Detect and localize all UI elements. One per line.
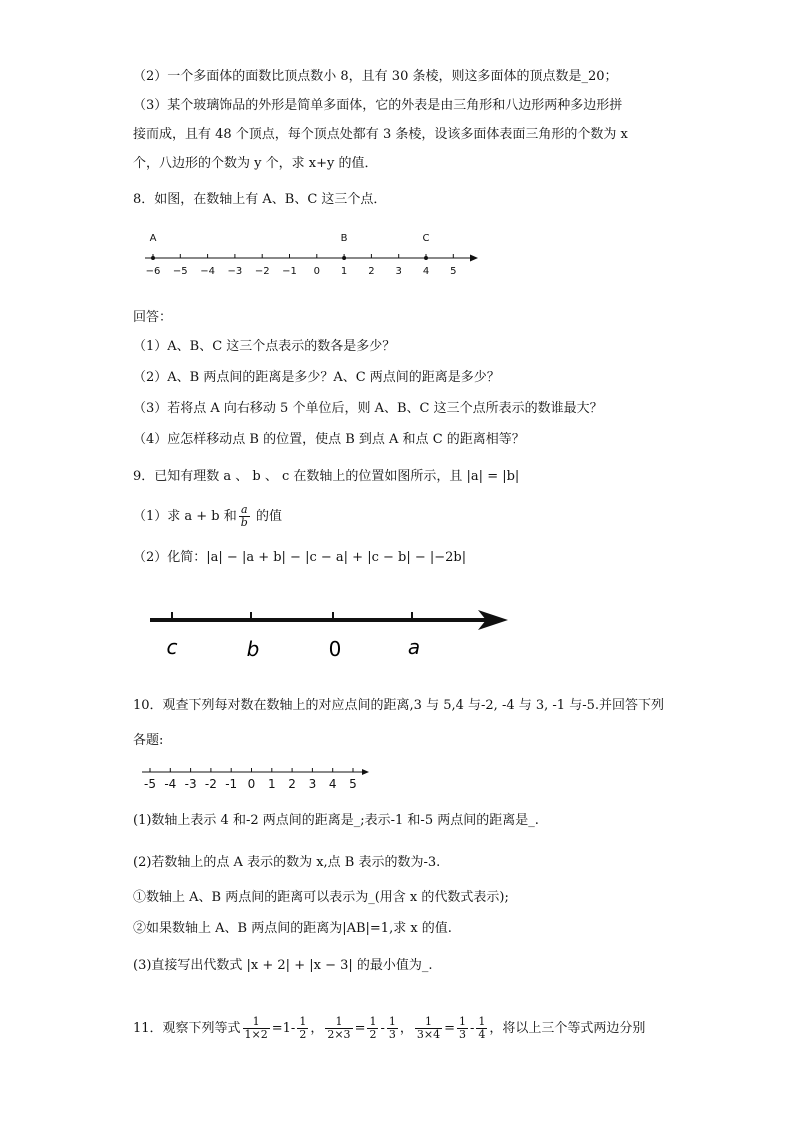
q9-part1-suffix: 的值 [251,509,282,524]
eq2-denominator: 2×3 [327,1028,351,1041]
q8-question2: （2）A、B 两点间的距离是多少？A、C 两点间的距离是多少？ [133,370,500,385]
eq2-frac-a [367,1016,378,1041]
eq1-numerator: 1 [243,1016,270,1029]
q11-tail: ，将以上三个等式两边分别 [489,1021,646,1036]
q8-number-line [140,226,485,282]
point-a [151,256,155,260]
tick-label: 2 [288,777,296,791]
q7-part2: （2）一个多面体的面数比顶点数小 8，且有 30 条棱，则这多面体的顶点数是_20； [133,69,618,84]
eq2-minus: - [380,1021,385,1036]
eq3-numerator: 1 [415,1016,442,1029]
q11-intro [133,1016,645,1041]
fraction-denominator: b [240,516,248,529]
point-label-b: B [340,233,348,244]
tick-label: 0 [313,266,320,277]
point-c [424,256,428,260]
tick-label: −4 [200,266,215,277]
point-b [342,256,346,260]
eq3-frac-b [476,1016,487,1041]
q9-part1 [133,504,282,529]
tick-label: 4 [422,266,430,277]
eq3b-denominator: 4 [478,1028,486,1041]
tick-label: -4 [164,777,177,791]
q10-part2-item2: ②如果数轴上 A、B 两点间的距离为|AB|=1,求 x 的值. [133,921,452,936]
half-numerator: 1 [299,1015,307,1028]
q10-part1: (1)数轴上表示 4 和-2 两点间的距离是_;表示-1 和-5 两点间的距离是_. [133,813,539,828]
eq1-rhs-fraction [297,1016,308,1041]
axis-arrow [362,769,369,775]
eq3a-denominator: 3 [459,1028,467,1041]
q8-question3: （3）若将点 A 向右移动 5 个单位后，则 A、B、C 这三个点所表示的数谁最大？ [133,401,603,416]
tick-label: −6 [145,266,161,277]
q11-intro-text: 11．观察下列等式 [133,1021,241,1036]
q10-part2-item1: ①数轴上 A、B 两点间的距离可以表示为_(用含 x 的代数式表示); [133,890,509,905]
eq2-frac-b [387,1016,398,1041]
tick-label: -3 [184,777,197,791]
q8-intro: 8．如图，在数轴上有 A、B、C 这三个点． [133,192,387,207]
tick-label: 1 [340,266,348,277]
eq2a-denominator: 2 [369,1028,377,1041]
separator-1: ， [310,1021,324,1036]
tick-label: −1 [282,266,297,277]
tick-label: -1 [225,777,238,791]
eq3a-numerator: 1 [459,1015,467,1028]
eq3-lhs-fraction [415,1016,442,1041]
eq3b-numerator: 1 [478,1015,486,1028]
tick-label: 1 [267,777,276,791]
tick-label: -2 [204,777,217,791]
tick-label: -5 [144,777,156,791]
label-0: 0 [328,637,342,661]
q9-number-line [148,600,513,670]
q10-intro-line2: 各题: [133,733,164,748]
tick-label: 3 [395,266,402,277]
eq3-rhs: = [444,1021,456,1036]
eq2b-numerator: 1 [388,1015,396,1028]
q9-part1-prefix: （1）求 a + b 和 [133,509,237,524]
fraction-numerator: a [239,504,250,517]
tick-label: 3 [308,777,317,791]
q8-question1: （1）A、B、C 这三个点表示的数各是多少？ [133,339,396,354]
tick-label: 4 [328,777,337,791]
separator-2: ， [399,1021,413,1036]
eq2a-numerator: 1 [369,1015,377,1028]
eq2-numerator: 1 [325,1016,352,1029]
tick-label: 0 [247,777,256,791]
q8-question4: （4）应怎样移动点 B 的位置，使点 B 到点 A 和点 C 的距离相等？ [133,432,525,447]
eq1-denominator: 1×2 [244,1028,268,1041]
tick-label: −5 [172,266,188,277]
eq3-minus: - [470,1021,475,1036]
tick-label: 2 [368,266,375,277]
label-b: b [246,637,260,661]
q8-answer-label: 回答： [133,310,173,325]
point-label-a: A [149,233,157,244]
eq1-rhs: =1- [271,1021,296,1036]
half-denominator: 2 [299,1028,307,1041]
point-label-c: C [422,233,430,244]
q10-part2: (2)若数轴上的点 A 表示的数为 x,点 B 表示的数为-3. [133,855,441,870]
tick-label: −2 [254,266,270,277]
eq2b-denominator: 3 [388,1028,396,1041]
eq2-rhs: = [354,1021,366,1036]
tick-label: 5 [450,266,457,277]
tick-label: −3 [227,266,243,277]
q7-part3-line1: （3）某个玻璃饰品的外形是简单多面体，它的外表是由三角形和八边形两种多边形拼 [133,98,623,113]
q9-intro: 9．已知有理数 a 、 b 、 c 在数轴上的位置如图所示，且 |a| = |b| [133,469,520,484]
q7-part3-line3: 个，八边形的个数为 y 个，求 x+y 的值． [133,156,378,171]
axis-arrow [470,255,478,262]
q10-intro-line1: 10．观查下列每对数在数轴上的对应点间的距离,3 与 5,4 与-2, -4 与 3, -1 与-5.并回答下列 [133,698,665,713]
eq2-lhs-fraction [325,1016,352,1041]
tick-label: 5 [349,777,357,791]
q9-fraction [239,504,250,529]
eq1-lhs-fraction [243,1016,270,1041]
q10-part3: (3)直接写出代数式 |x + 2| + |x − 3| 的最小值为_. [133,958,433,973]
label-c: c [166,635,178,659]
eq3-frac-a [457,1016,468,1041]
label-a: a [407,635,421,659]
q10-number-line [140,762,375,792]
q7-part3-line2: 接而成，且有 48 个顶点，每个顶点处都有 3 条棱，设该多面体表面三角形的个数为 x [133,127,628,142]
q9-part2: （2）化简：|a| − |a + b| − |c − a| + |c − b| − |−2b| [133,550,467,565]
eq3-denominator: 3×4 [416,1028,441,1041]
